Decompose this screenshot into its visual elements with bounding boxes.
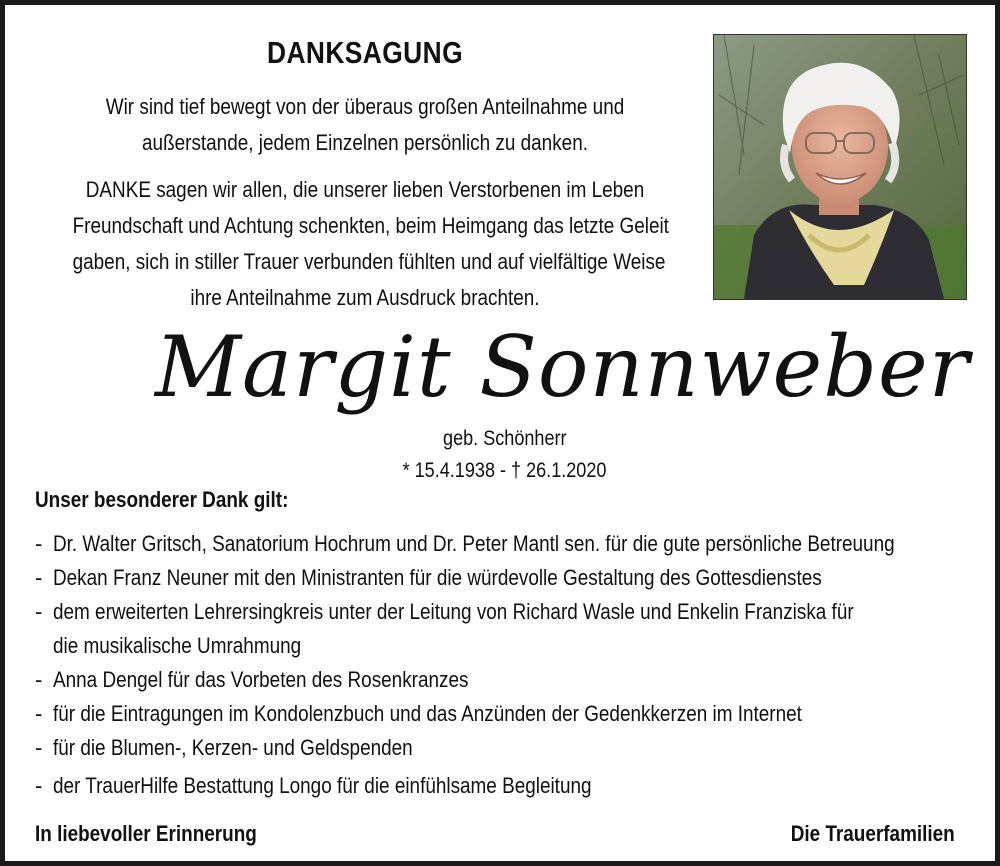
list-dash: - bbox=[35, 701, 43, 726]
list-item bbox=[35, 527, 955, 561]
life-dates-text: * 15.4.1938 - † 26.1.2020 bbox=[403, 459, 607, 482]
list-item bbox=[35, 595, 955, 629]
thanks-paragraph bbox=[25, 172, 705, 316]
maiden-name bbox=[305, 427, 705, 451]
life-dates bbox=[305, 459, 705, 483]
list-item bbox=[35, 731, 955, 765]
list-dash: - bbox=[35, 531, 43, 556]
list-dash: - bbox=[35, 599, 43, 624]
list-dash: - bbox=[35, 735, 43, 760]
maiden-name-text: geb. Schönherr bbox=[443, 427, 567, 450]
list-dash: - bbox=[35, 667, 43, 692]
list-item-text: dem erweiterten Lehrersingkreis unter der Leitung von Richard Wasle und Enkelin Franziska für bbox=[53, 599, 854, 624]
thanks-line: ihre Anteilnahme zum Ausdruck brachten. bbox=[190, 285, 540, 310]
list-item-text: Anna Dengel für das Vorbeten des Rosenkranzes bbox=[53, 667, 469, 692]
heading: DANKSAGUNG bbox=[266, 35, 464, 70]
thanks-line: Freundschaft und Achtung schenkten, beim Heimgang das letzte Geleit bbox=[72, 213, 669, 238]
list-dash: - bbox=[35, 565, 43, 590]
intro-line: Wir sind tief bewegt von der überaus großen Anteilnahme und bbox=[105, 94, 625, 119]
list-item bbox=[35, 697, 955, 731]
thanks-list bbox=[35, 527, 955, 803]
list-item-text: Dr. Walter Gritsch, Sanatorium Hochrum und Dr. Peter Mantl sen. für die gute persönliche Betreuung bbox=[53, 531, 895, 556]
list-item-text: für die Blumen-, Kerzen- und Geldspenden bbox=[53, 735, 413, 760]
list-dash: - bbox=[35, 773, 43, 798]
list-item-text: für die Eintragungen im Kondolenzbuch und das Anzünden der Gedenkkerzen im Internet bbox=[53, 701, 802, 726]
deceased-name: Margit Sonnweber bbox=[155, 318, 970, 416]
portrait-photo bbox=[713, 34, 967, 300]
thanks-line: DANKE sagen wir allen, die unserer lieben Verstorbenen im Leben bbox=[85, 177, 645, 202]
thanks-line: gaben, sich in stiller Trauer verbunden fühlten und auf vielfältige Weise bbox=[72, 249, 666, 274]
intro-paragraph bbox=[25, 89, 705, 161]
footer-remembrance: In liebevoller Erinnerung bbox=[35, 821, 257, 846]
list-item-continuation bbox=[35, 629, 955, 663]
list-item bbox=[35, 561, 955, 595]
special-thanks-heading: Unser besonderer Dank gilt: bbox=[35, 487, 289, 512]
list-item bbox=[35, 663, 955, 697]
list-item bbox=[35, 769, 955, 803]
portrait-image bbox=[714, 35, 966, 299]
footer-family: Die Trauerfamilien bbox=[790, 821, 955, 846]
list-item-text: der TrauerHilfe Bestattung Longo für die einfühlsame Begleitung bbox=[53, 773, 592, 798]
list-item-text: Dekan Franz Neuner mit den Ministranten für die würdevolle Gestaltung des Gottesdienstes bbox=[53, 565, 822, 590]
list-item-text: die musikalische Umrahmung bbox=[53, 633, 302, 658]
intro-line: außerstande, jedem Einzelnen persönlich zu danken. bbox=[142, 130, 588, 155]
